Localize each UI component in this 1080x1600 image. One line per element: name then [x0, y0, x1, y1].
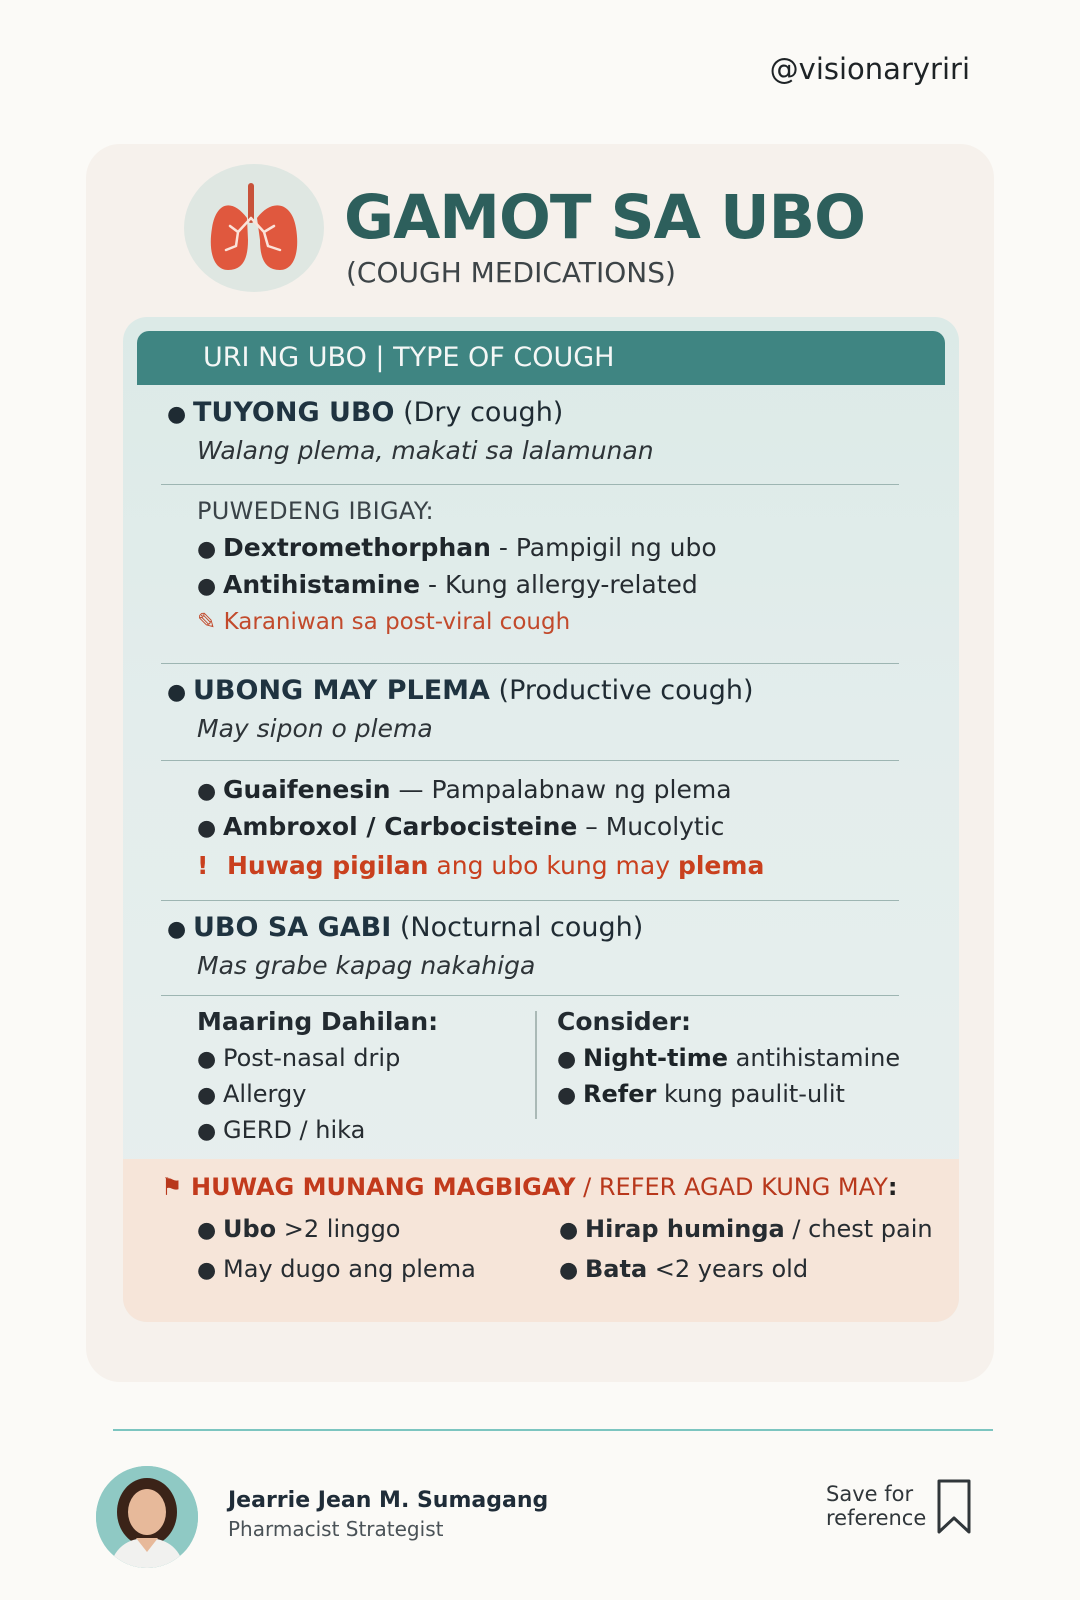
cause-item: ● Post-nasal drip — [197, 1044, 401, 1072]
footer-divider — [113, 1429, 993, 1431]
cause-item: ● GERD / hika — [197, 1116, 366, 1144]
avatar — [96, 1466, 198, 1568]
med-item: ● Guaifenesin — Pampalabnaw ng plema — [197, 775, 732, 804]
meds-subhead: PUWEDENG IBIGAY: — [197, 497, 434, 525]
productive-cough-section: ● UBONG MAY PLEMA (Productive cough) May sipon o plema — [167, 675, 917, 743]
divider — [161, 995, 899, 996]
page-title: GAMOT SA UBO — [344, 182, 865, 253]
productive-cough-meds — [167, 767, 917, 880]
refer-item: ● Hirap huminga / chest pain — [559, 1215, 933, 1243]
page-subtitle: (COUGH MEDICATIONS) — [346, 256, 676, 289]
refer-item: ● Ubo >2 linggo — [197, 1215, 401, 1243]
handle: @visionaryriri — [769, 52, 970, 86]
divider — [161, 484, 899, 485]
panel-heading: URI NG UBO | TYPE OF COUGH — [137, 331, 945, 385]
night-cough-name: UBO SA GABI — [193, 912, 392, 943]
productive-cough-name: UBONG MAY PLEMA — [193, 675, 490, 706]
divider — [161, 760, 899, 761]
night-cough-desc: Mas grabe kapag nakahiga — [197, 951, 536, 980]
dry-cough-note: ✎ Karaniwan sa post-viral cough — [197, 609, 571, 635]
dry-cough-desc: Walang plema, makati sa lalamunan — [197, 436, 654, 465]
cause-item: ● Allergy — [197, 1080, 307, 1108]
med-item: ● Antihistamine - Kung allergy-related — [197, 570, 698, 599]
save-label: Save for reference — [826, 1482, 927, 1530]
author-role: Pharmacist Strategist — [228, 1517, 444, 1541]
refer-left-list — [197, 1215, 537, 1295]
refer-box — [123, 1159, 959, 1322]
dry-cough-meds — [167, 497, 917, 635]
column-divider — [535, 1011, 537, 1119]
dry-cough-english: (Dry cough) — [403, 397, 564, 428]
med-item: ● Ambroxol / Carbocisteine – Mucolytic — [197, 812, 725, 841]
causes-column — [197, 1007, 527, 1144]
author-name: Jearrie Jean M. Sumagang — [228, 1488, 549, 1513]
night-cough-details — [197, 1007, 917, 1147]
consider-heading: Consider: — [557, 1007, 691, 1036]
header — [184, 164, 904, 294]
consider-item: ● Refer kung paulit-ulit — [557, 1080, 845, 1108]
causes-heading: Maaring Dahilan: — [197, 1007, 439, 1036]
productive-warning: ! Huwag pigilan ang ubo kung may plema — [197, 851, 765, 880]
refer-heading: ⚑ HUWAG MUNANG MAGBIGAY / REFER AGAD KUNG MAY: — [161, 1173, 898, 1201]
dry-cough-section: ● TUYONG UBO (Dry cough) Walang plema, makati sa lalamunan — [167, 397, 917, 465]
pin-icon: ✎ — [197, 609, 224, 635]
divider — [161, 663, 899, 664]
refer-item: ● May dugo ang plema — [197, 1255, 476, 1283]
bookmark-icon[interactable] — [936, 1478, 972, 1540]
exclamation-icon: ! — [197, 851, 209, 880]
med-item: ● Dextromethorphan - Pampigil ng ubo — [197, 533, 717, 562]
info-card — [86, 144, 994, 1382]
productive-cough-desc: May sipon o plema — [197, 714, 433, 743]
refer-right-list — [559, 1215, 939, 1295]
dry-cough-name: TUYONG UBO — [193, 397, 395, 428]
consider-item: ● Night-time antihistamine — [557, 1044, 901, 1072]
divider — [161, 900, 899, 901]
consider-column — [557, 1007, 917, 1108]
night-cough-section: ● UBO SA GABI (Nocturnal cough) Mas grabe kapag nakahiga — [167, 912, 917, 980]
cough-types-panel — [123, 317, 959, 1322]
lungs-icon — [184, 164, 324, 292]
refer-item: ● Bata <2 years old — [559, 1255, 809, 1283]
flag-icon: ⚑ — [161, 1173, 183, 1201]
